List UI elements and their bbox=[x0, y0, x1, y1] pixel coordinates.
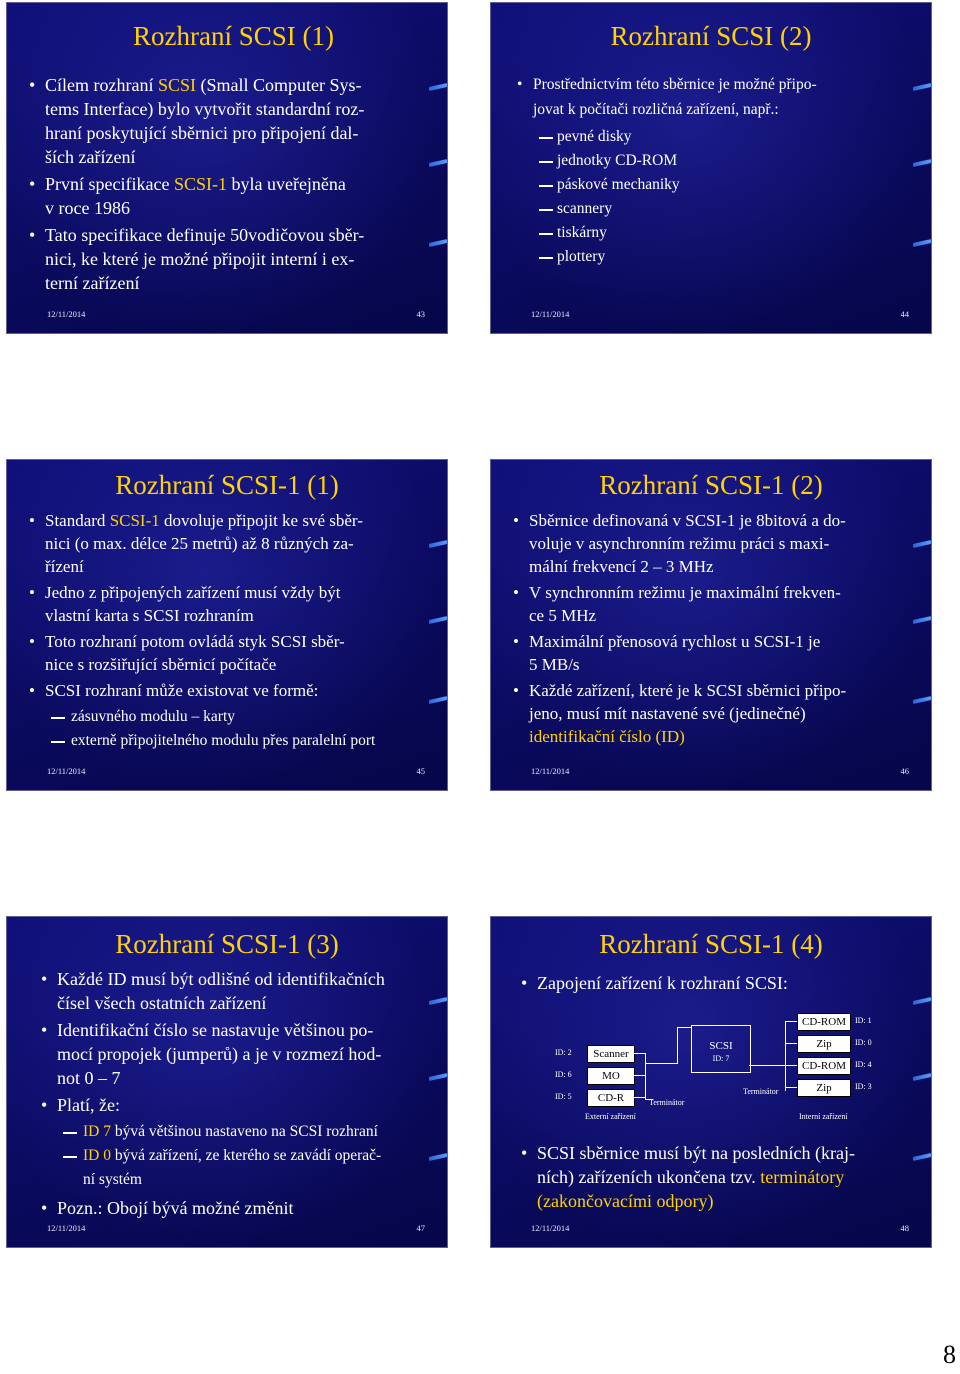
bullet: • Každé ID musí být odlišné od identifikačních čísel všech ostatních zařízení bbox=[41, 967, 429, 1015]
footer-date: 12/11/2014 bbox=[47, 309, 86, 319]
scsi-card bbox=[691, 1025, 751, 1073]
sub-bullet: ID 0 bývá zařízení, ze kterého se zavádí operač- ní systém bbox=[41, 1144, 429, 1192]
slide-footer bbox=[47, 1223, 425, 1233]
device-zip: Zip bbox=[797, 1079, 851, 1097]
slide-number: 47 bbox=[416, 1223, 425, 1233]
slide-number: 45 bbox=[416, 766, 425, 776]
bullet: • Tato specifikace definuje 50vodičovou sběr- nici, ke které je možné připojit interní i ex- terní zařízení bbox=[29, 223, 429, 295]
bullet: • Zapojení zařízení k rozhraní SCSI: bbox=[521, 971, 913, 995]
slide-48 bbox=[490, 916, 932, 1248]
slide-body bbox=[29, 73, 429, 298]
device-zip: Zip bbox=[797, 1035, 851, 1053]
device-id-label: ID: 2 bbox=[555, 1048, 572, 1057]
footer-date: 12/11/2014 bbox=[47, 766, 86, 776]
slide-body bbox=[513, 509, 913, 751]
slide-number: 48 bbox=[900, 1223, 909, 1233]
internal-devices-label: Interní zařízení bbox=[799, 1112, 848, 1121]
slide-title: Rozhraní SCSI-1 (1) bbox=[115, 470, 339, 500]
device-id-label: ID: 6 bbox=[555, 1070, 572, 1079]
slide-45 bbox=[6, 459, 448, 791]
footer-date: 12/11/2014 bbox=[531, 766, 570, 776]
terminator-label: Terminátor bbox=[743, 1087, 779, 1096]
slide-footer bbox=[531, 309, 909, 319]
bullet: • Identifikační číslo se nastavuje většinou po- mocí propojek (jumperů) a je v rozmezí hod- not 0 – 7 bbox=[41, 1018, 429, 1090]
slide-title: Rozhraní SCSI-1 (4) bbox=[599, 929, 823, 959]
sub-bullet: zásuvného modulu – karty bbox=[29, 705, 429, 729]
slide-footer bbox=[531, 1223, 909, 1233]
slide-footer bbox=[47, 309, 425, 319]
slide-footer bbox=[47, 766, 425, 776]
device-mo: MO bbox=[587, 1067, 635, 1085]
external-devices-label: Externí zařízení bbox=[585, 1112, 636, 1121]
footer-date: 12/11/2014 bbox=[47, 1223, 86, 1233]
device-id-label: ID: 3 bbox=[855, 1082, 872, 1091]
bullet: • Každé zařízení, které je k SCSI sběrnici připo- jeno, musí mít nastavené své (jedinečné) identifikační číslo (ID) bbox=[513, 679, 913, 748]
slide-number: 43 bbox=[416, 309, 425, 319]
slide-47 bbox=[6, 916, 448, 1248]
slide-title: Rozhraní SCSI-1 (2) bbox=[599, 470, 823, 500]
sub-bullet: pevné disky bbox=[517, 125, 913, 149]
device-scanner: Scanner bbox=[587, 1045, 635, 1063]
bullet: • SCSI rozhraní může existovat ve formě: bbox=[29, 679, 429, 702]
bullet: • Standard SCSI-1 dovoluje připojit ke své sběr- nici (o max. délce 25 metrů) až 8 různých za- řízení bbox=[29, 509, 429, 578]
scsi-card-label: SCSI bbox=[709, 1040, 733, 1052]
bullet: • Pozn.: Obojí bývá možné změnit bbox=[41, 1196, 429, 1220]
terminator-label: Terminátor bbox=[649, 1098, 685, 1107]
sub-bullet: plottery bbox=[517, 245, 913, 269]
bullet: • Maximální přenosová rychlost u SCSI-1 je 5 MB/s bbox=[513, 630, 913, 676]
slide-body bbox=[41, 967, 429, 1223]
slide-title: Rozhraní SCSI (2) bbox=[610, 21, 812, 51]
slide-46 bbox=[490, 459, 932, 791]
sub-bullet: scannery bbox=[517, 197, 913, 221]
scsi-card-id: ID: 7 bbox=[712, 1054, 730, 1063]
bullet: • Platí, že: bbox=[41, 1093, 429, 1117]
bullet: • SCSI sběrnice musí být na posledních (kraj- ních) zařízeních ukončena tzv. terminátory (zakončovacími odpory) bbox=[521, 1141, 913, 1213]
device-cd-r: CD-R bbox=[587, 1089, 635, 1107]
device-id-label: ID: 1 bbox=[855, 1016, 872, 1025]
bullet: • Sběrnice definovaná v SCSI-1 je 8bitová a do- voluje v asynchronním režimu práci s maxi- mální frekvencí 2 – 3 MHz bbox=[513, 509, 913, 578]
footer-date: 12/11/2014 bbox=[531, 1223, 570, 1233]
page-number: 8 bbox=[943, 1340, 956, 1369]
sub-bullet: tiskárny bbox=[517, 221, 913, 245]
slide-title: Rozhraní SCSI-1 (3) bbox=[115, 929, 339, 959]
slide-43 bbox=[6, 2, 448, 334]
sub-bullet: páskové mechaniky bbox=[517, 173, 913, 197]
device-id-label: ID: 0 bbox=[855, 1038, 872, 1047]
slide-number: 46 bbox=[900, 766, 909, 776]
device-id-label: ID: 4 bbox=[855, 1060, 872, 1069]
slide-44 bbox=[490, 2, 932, 334]
slide-body bbox=[521, 1141, 913, 1216]
bullet: • Prostřednictvím této sběrnice je možné připo- jovat k počítači rozličná zařízení, např.: bbox=[517, 73, 913, 122]
device-id-label: ID: 5 bbox=[555, 1092, 572, 1101]
bullet: • Jedno z připojených zařízení musí vždy být vlastní karta s SCSI rozhraním bbox=[29, 581, 429, 627]
slide-title: Rozhraní SCSI (1) bbox=[133, 21, 334, 51]
bullet: • Cílem rozhraní SCSI (Small Computer Sys- tems Interface) bylo vytvořit standardní roz- hraní poskytující sběrnici pro připojení dal- ších zařízení bbox=[29, 73, 429, 169]
device-cd-rom: CD-ROM bbox=[797, 1057, 851, 1075]
device-cd-rom: CD-ROM bbox=[797, 1013, 851, 1031]
slide-number: 44 bbox=[900, 309, 909, 319]
bullet: • První specifikace SCSI-1 byla uveřejněna v roce 1986 bbox=[29, 172, 429, 220]
slide-footer bbox=[531, 766, 909, 776]
bullet: • Toto rozhraní potom ovládá styk SCSI sběr- nice s rozšiřující sběrnicí počítače bbox=[29, 630, 429, 676]
bullet: • V synchronním režimu je maximální frekven- ce 5 MHz bbox=[513, 581, 913, 627]
sub-bullet: externě připojitelného modulu přes paralelní port bbox=[29, 729, 429, 753]
slide-body bbox=[29, 509, 429, 753]
sub-bullet: jednotky CD-ROM bbox=[517, 149, 913, 173]
slide-body bbox=[517, 73, 913, 269]
footer-date: 12/11/2014 bbox=[531, 309, 570, 319]
sub-bullet: ID 7 bývá většinou nastaveno na SCSI rozhraní bbox=[41, 1120, 429, 1144]
